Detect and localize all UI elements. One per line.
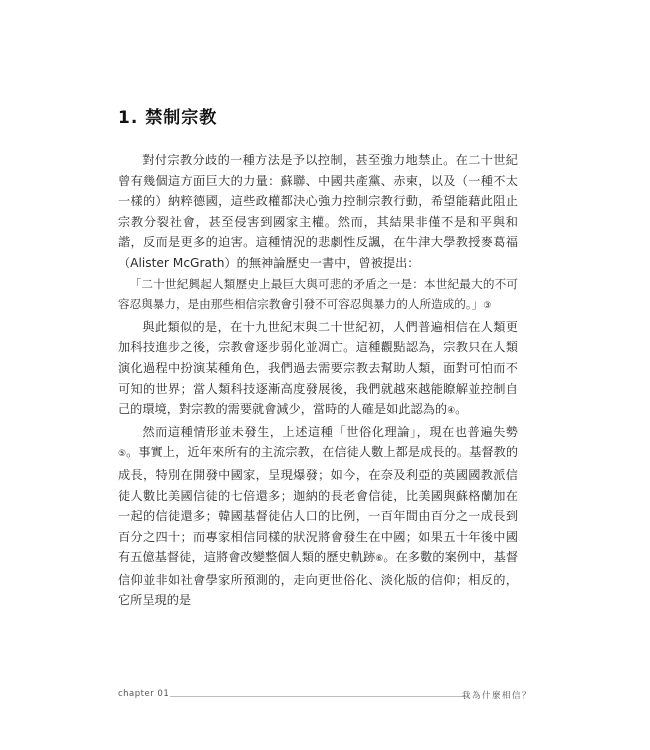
block-quote <box>118 274 518 317</box>
footnote-ref-5: ⑤ <box>118 449 127 460</box>
footer-rule <box>170 696 468 697</box>
paragraph-3-text-b: 。事實上，近年來所有的主流宗教，在信徒人數上都是成長的。基督教的成長，特別在開發中國家，呈現爆發；如今，在奈及利亞的英國國教派信徒人數比美國信徒的七倍還多；迦納的長老會信徒，比美國與蘇格蘭加在一起的信徒還多；韓國基督徒佔人口的比例，一百年間由百分之一成長到百分之四十；而專家相信同樣的狀況將會發生在中國；如果五十年後中國有五億基督徒，這將會改變整個人類的歷史軌跡 <box>118 445 519 565</box>
paragraph-1: 對付宗教分歧的一種方法是予以控制，甚至強力地禁止。在二十世紀曾有幾個這方面巨大的力量：蘇聯、中國共產黨、赤柬，以及（一種不太一樣的）納粹德國，這些政權都決心強力控制宗教行動，希望能藉此阻止宗教分裂社會，甚至侵害到國家主權。然而，其結果非僅不是和平與和諧，反而是更多的迫害。這種情況的悲劇性反諷，在牛津大學教授麥葛福（Alister McGrath）的無神論歷史一書中，曾被提出： <box>118 153 518 270</box>
footnote-ref-6: ⑥ <box>375 554 384 565</box>
paragraph-3-text-c: 。在多數的案例中，基督信仰並非如社會學家所預測的，走向更世俗化、淡化版的信仰；相反的，它所呈現的是 <box>118 550 519 608</box>
page-footer <box>118 689 532 703</box>
body-text <box>118 150 518 611</box>
chapter-label: chapter 01 <box>118 689 170 699</box>
paragraph-2-end: 。 <box>455 402 468 417</box>
paragraph-3-text-a: 然而這種情形並未發生，上述這種「世俗化理論」，現在也普遍失勢 <box>142 424 518 439</box>
footnote-ref-3: ③ <box>483 301 492 312</box>
paragraph-2-text: 與此類似的是，在十九世紀末與二十世紀初，人們普遍相信在人類更加科技進步之後，宗教會逐步弱化並凋亡。這種觀點認為，宗教只在人類演化過程中扮演某種角色，我們過去需要宗教去幫助人類，面對可怕而不可知的世界；當人類科技逐漸高度發展後，我們就越來越能瞭解並控制自己的環境，對宗教的需要就會減少，當時的人確是如此認為的 <box>118 319 518 417</box>
quote-text: 「二十世紀興起人類歷史上最巨大與可悲的矛盾之一是：本世紀最大的不可容忍與暴力，是由那些相信宗教會引發不可容忍與暴力的人所造成的。」 <box>118 276 518 312</box>
paragraph-3 <box>118 422 518 611</box>
footnote-ref-4: ④ <box>447 406 456 417</box>
section-heading: 1. 禁制宗教 <box>118 108 218 128</box>
paragraph-2 <box>118 317 518 422</box>
book-title: 我為什麼相信？ <box>461 691 532 701</box>
